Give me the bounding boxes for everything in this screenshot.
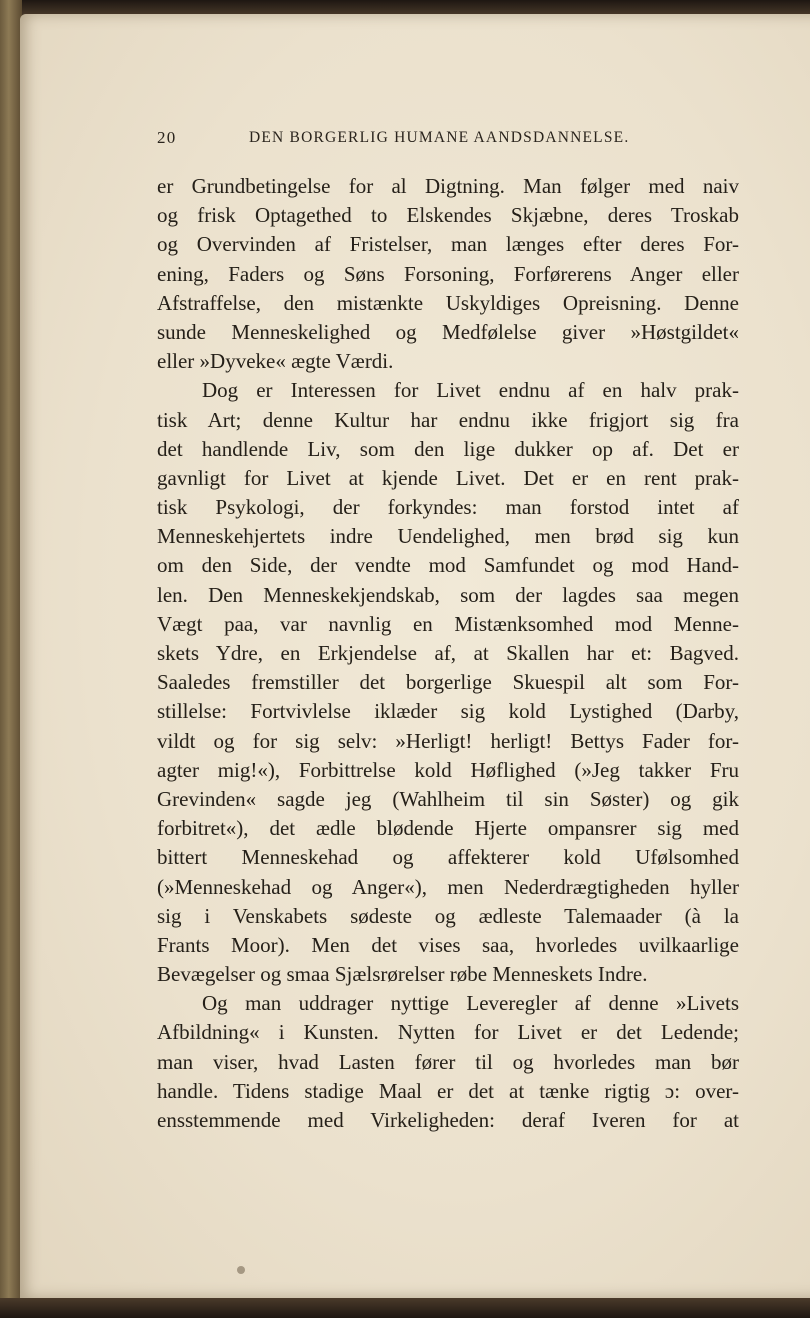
text-line: ensstemmende med Virkeligheden: deraf Iveren for at	[157, 1108, 739, 1132]
text-line: tisk Psykologi, der forkyndes: man forstod intet af	[157, 495, 739, 520]
text-line: tisk Art; denne Kultur har endnu ikke frigjort sig fra	[157, 407, 739, 432]
text-line: Dog er Interessen for Livet endnu af en halv prak-	[202, 378, 739, 403]
text-line: Grevinden« sagde jeg (Wahlheim til sin Søster) og gik	[157, 786, 739, 811]
text-line: forbitret«), det ædle blødende Hjerte ompansrer sig med	[157, 816, 739, 841]
running-head-title: DEN BORGERLIG HUMANE AANDSDANNELSE.	[249, 129, 630, 146]
text-line: len. Den Menneskekjendskab, som der lagdes saa megen	[157, 582, 739, 607]
text-line: (»Menneskehad og Anger«), men Nederdrægtigheden hyller	[157, 874, 739, 899]
cover-edge-bottom	[0, 1298, 810, 1318]
ink-speck	[237, 1266, 245, 1274]
cover-edge-left	[0, 0, 22, 1318]
text-line: og frisk Optagethed to Elskendes Skjæbne, deres Troskab	[157, 203, 739, 228]
text-line: om den Side, der vendte mod Samfundet og mod Hand-	[157, 553, 739, 578]
text-line: ening, Faders og Søns Forsoning, Forførerens Anger eller	[157, 261, 739, 286]
body-text	[157, 172, 739, 1135]
text-line: man viser, hvad Lasten fører til og hvorledes man bør	[157, 1049, 739, 1074]
text-line: agter mig!«), Forbittrelse kold Høflighed (»Jeg takker Fru	[157, 757, 739, 782]
text-line: vildt og for sig selv: »Herligt! herligt! Bettys Fader for-	[157, 728, 739, 753]
running-head	[157, 128, 757, 152]
text-line: bittert Menneskehad og affekterer kold Ufølsomhed	[157, 845, 739, 870]
text-line: Afstraffelse, den mistænkte Uskyldiges Opreisning. Denne	[157, 290, 739, 315]
text-line: gavnligt for Livet at kjende Livet. Det er en rent prak-	[157, 465, 739, 490]
text-line: Afbildning« i Kunsten. Nytten for Livet er det Ledende;	[157, 1020, 739, 1045]
text-line: stillelse: Fortvivlelse iklæder sig kold Lystighed (Darby,	[157, 699, 739, 724]
text-line: skets Ydre, en Erkjendelse af, at Skallen har et: Bagved.	[157, 641, 739, 665]
text-line: Bevægelser og smaa Sjælsrørelser røbe Menneskets Indre.	[157, 962, 648, 987]
text-line: og Overvinden af Fristelser, man længes efter deres For-	[157, 232, 739, 257]
text-line: sig i Venskabets sødeste og ædleste Talemaader (à la	[157, 903, 739, 928]
text-line: handle. Tidens stadige Maal er det at tænke rigtig ɔ: over-	[157, 1078, 739, 1103]
text-line: sunde Menneskelighed og Medfølelse giver »Høstgildet«	[157, 319, 739, 344]
text-line: Og man uddrager nyttige Leveregler af denne »Livets	[202, 991, 739, 1016]
text-line: det handlende Liv, som den lige dukker op af. Det er	[157, 436, 739, 461]
text-line: er Grundbetingelse for al Digtning. Man følger med naiv	[157, 174, 739, 198]
page-number: 20	[157, 128, 177, 147]
text-line: Frants Moor). Men det vises saa, hvorledes uvilkaarlige	[157, 932, 739, 957]
text-line: eller »Dyveke« ægte Værdi.	[157, 349, 394, 374]
text-line: Saaledes fremstiller det borgerlige Skuespil alt som For-	[157, 670, 739, 695]
text-line: Vægt paa, var navnlig en Mistænksomhed mod Menne-	[157, 611, 739, 636]
text-line: Menneskehjertets indre Uendelighed, men brød sig kun	[157, 524, 739, 549]
